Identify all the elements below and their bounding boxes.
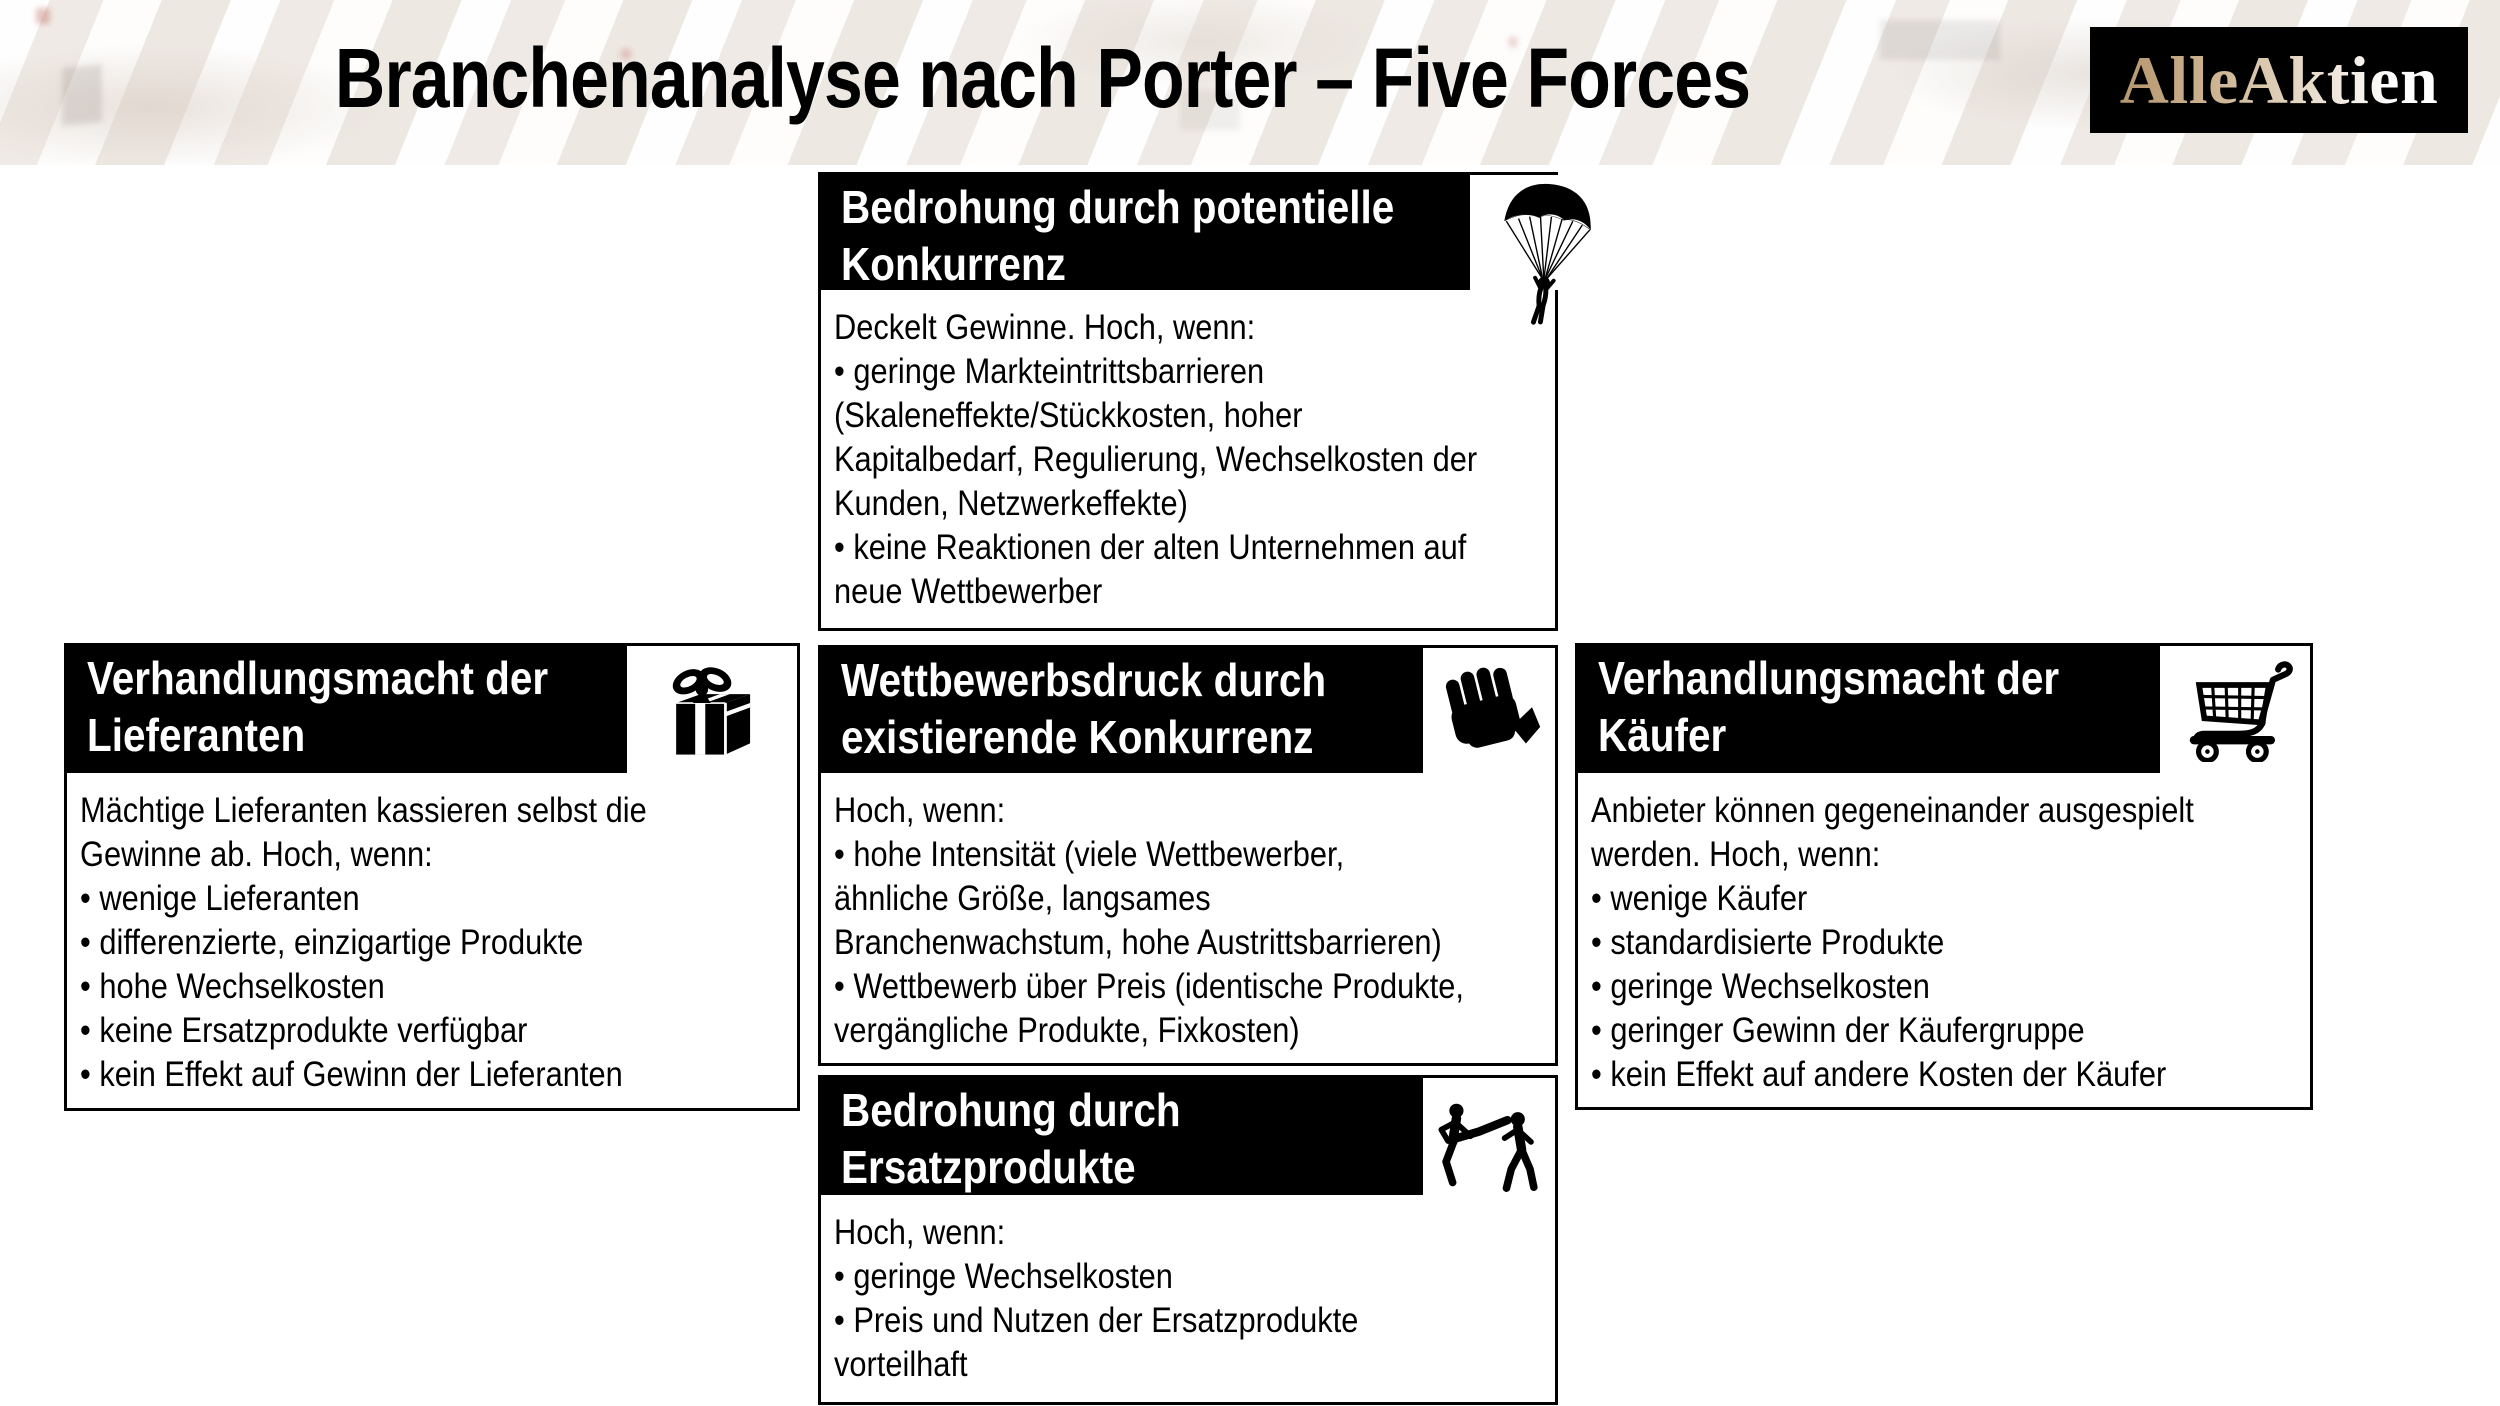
box-potential-competition [818,172,1558,631]
text-line: vorteilhaft [834,1345,968,1384]
text-line: • kein Effekt auf Gewinn der Lieferanten [80,1055,623,1094]
gift-icon [648,656,776,768]
box-header [67,646,797,773]
text-line: Käufer [1598,709,1727,761]
box-body-text [821,1195,1555,1387]
background-smudge [36,8,50,24]
text-line: Mächtige Lieferanten kassieren selbst die [80,791,647,830]
icon-zone [1423,1078,1555,1195]
icon-zone [1470,175,1622,290]
text-line: • Wettbewerb über Preis (identische Produkte, [834,967,1464,1006]
box-title [821,175,1470,290]
text-line: Kapitalbedarf, Regulierung, Wechselkosten der [834,440,1478,479]
text-line: ähnliche Größe, langsames [834,879,1211,918]
text-line: • kein Effekt auf andere Kosten der Käufer [1591,1055,2167,1094]
text-line: • geringe Wechselkosten [1591,967,1930,1006]
text-line: • geringe Wechselkosten [834,1257,1173,1296]
text-line: • hohe Intensität (viele Wettbewerber, [834,835,1345,874]
text-line: • geringer Gewinn der Käufergruppe [1591,1011,2085,1050]
text-line: • geringe Markteintrittsbarrieren [834,352,1265,391]
text-line: Branchenwachstum, hohe Austrittsbarrieren) [834,923,1442,962]
text-line: • wenige Käufer [1591,879,1808,918]
text-line: Kunden, Netzwerkeffekte) [834,484,1188,523]
icon-zone [627,646,797,773]
icon-zone [1423,648,1555,773]
box-header [1578,646,2310,773]
text-line: • Preis und Nutzen der Ersatzprodukte [834,1301,1359,1340]
text-line: Lieferanten [87,709,306,761]
page-title: Branchenanalyse nach Porter – Five Forces [334,31,1751,125]
text-line: existierende Konkurrenz [841,711,1314,763]
box-body-text [1578,773,2310,1097]
box-buyer-power [1575,643,2313,1110]
box-supplier-power [64,643,800,1111]
text-line: Hoch, wenn: [834,1213,1006,1252]
box-title [821,648,1423,773]
text-line: Hoch, wenn: [834,791,1006,830]
box-header [821,1078,1555,1195]
box-existing-rivalry [818,645,1558,1066]
fist-icon [1435,658,1543,763]
text-line: • differenzierte, einzigartige Produkte [80,923,584,962]
alleaktien-logo [2090,27,2468,133]
box-header [821,648,1555,773]
background-smudge [62,64,102,126]
text-line: • keine Ersatzprodukte verfügbar [80,1011,528,1050]
text-line: Ersatzprodukte [841,1141,1136,1193]
box-title [1578,646,2160,773]
text-line: • keine Reaktionen der alten Unternehmen auf [834,528,1467,567]
background-smudge [1880,20,2000,60]
text-line: vergängliche Produkte, Fixkosten) [834,1011,1300,1050]
text-line: Verhandlungsmacht der [87,652,549,704]
box-title [67,646,627,773]
logo-text: AlleAktien [2119,42,2439,118]
box-substitute-products [818,1075,1558,1405]
box-title [821,1078,1423,1195]
text-line: • standardisierte Produkte [1591,923,1945,962]
text-line: neue Wettbewerber [834,572,1103,611]
fighters-icon [1430,1090,1548,1208]
text-line: Konkurrenz [841,238,1066,290]
text-line: werden. Hoch, wenn: [1591,835,1881,874]
text-line: Gewinne ab. Hoch, wenn: [80,835,433,874]
text-line: Verhandlungsmacht der [1598,652,2060,704]
box-body-text [821,290,1555,614]
text-line: Deckelt Gewinne. Hoch, wenn: [834,308,1256,347]
shopping-cart-icon [2172,658,2298,762]
box-header [821,175,1555,290]
text-line: Bedrohung durch [841,1084,1181,1136]
box-body-text [67,773,797,1097]
text-line: Anbieter können gegeneinander ausgespielt [1591,791,2194,830]
text-line: Bedrohung durch potentielle [841,181,1395,233]
icon-zone [2160,646,2310,773]
text-line: (Skaleneffekte/Stückkosten, hoher [834,396,1303,435]
text-line: Wettbewerbsdruck durch [841,654,1327,706]
box-body-text [821,773,1555,1053]
text-line: • hohe Wechselkosten [80,967,385,1006]
text-line: • wenige Lieferanten [80,879,360,918]
